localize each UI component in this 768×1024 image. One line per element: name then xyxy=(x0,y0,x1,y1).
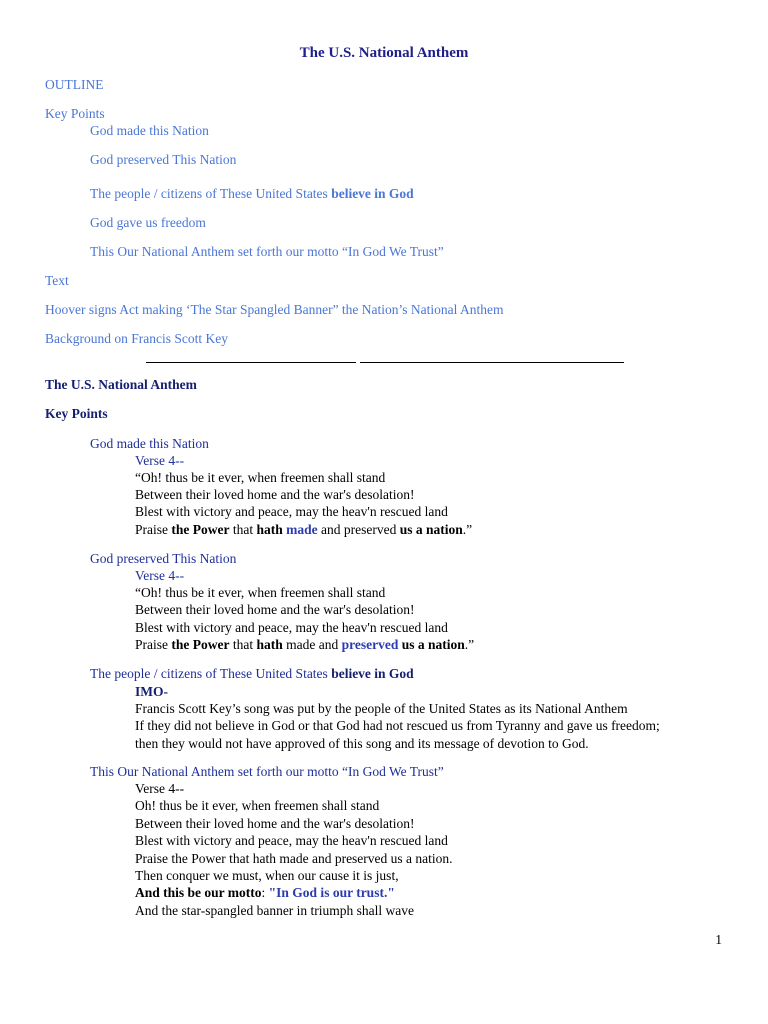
point1-heading: God made this Nation xyxy=(90,436,209,451)
text-run: made and xyxy=(282,637,342,652)
point3-imo-label: IMO- xyxy=(135,684,168,699)
text-run: Praise xyxy=(135,637,172,652)
bold-run: us a nation xyxy=(399,522,463,537)
point2-verse-label: Verse 4-- xyxy=(135,568,185,583)
text-run: The people / citizens of These United States xyxy=(90,666,332,681)
point1-last-line xyxy=(135,522,472,538)
point3-heading xyxy=(90,666,414,682)
point2-last-line xyxy=(135,637,474,653)
point1-line: “Oh! thus be it ever, when freemen shall stand xyxy=(135,470,386,485)
bold-run: us a nation xyxy=(401,637,465,652)
bold-run: the Power xyxy=(171,637,230,652)
point3-line: then they would not have approved of this song and its message of devotion to God. xyxy=(135,736,589,751)
text-run: and preserved xyxy=(317,522,400,537)
outline-key-points-link[interactable]: Key Points xyxy=(45,106,105,121)
bold-run: hath xyxy=(256,522,283,537)
text-run: that xyxy=(229,637,257,652)
outline-background-link[interactable]: Background on Francis Scott Key xyxy=(45,331,228,346)
point3-line: Francis Scott Key’s song was put by the people of the United States as its National Anthem xyxy=(135,701,628,716)
point1-line: Between their loved home and the war's desolation! xyxy=(135,487,415,502)
outline-item-god-preserved-link[interactable]: God preserved This Nation xyxy=(90,152,237,167)
point4-last-line: And the star-spangled banner in triumph shall wave xyxy=(135,903,415,918)
outline-item-believe-link[interactable] xyxy=(90,186,414,202)
text-run: : xyxy=(261,885,269,900)
bold-run: the Power xyxy=(171,522,230,537)
section-title: The U.S. National Anthem xyxy=(45,377,197,392)
outline-item-god-made-link[interactable]: God made this Nation xyxy=(90,123,209,138)
point4-line: Between their loved home and the war's desolation! xyxy=(135,816,415,831)
point1-verse-label: Verse 4-- xyxy=(135,453,185,468)
document-title: The U.S. National Anthem xyxy=(299,45,469,61)
point2-line: Blest with victory and peace, may the heav'n rescued land xyxy=(135,620,448,635)
section-key-points: Key Points xyxy=(45,406,108,421)
point4-line: Praise the Power that hath made and preserved us a nation. xyxy=(135,851,453,866)
outline-item-believe-text: The people / citizens of These United States xyxy=(90,186,332,201)
point3-line: If they did not believe in God or that God had not rescued us from Tyranny and gave us freedom; xyxy=(135,718,660,733)
outline-item-motto-link[interactable]: This Our National Anthem set forth our motto “In God We Trust” xyxy=(90,244,444,259)
point4-line: Then conquer we must, when our cause it is just, xyxy=(135,868,399,883)
point4-heading: This Our National Anthem set forth our motto “In God We Trust” xyxy=(90,764,444,779)
emphasis-run: preserved xyxy=(341,637,399,652)
point4-verse-label: Verse 4-- xyxy=(135,781,185,796)
point4-line: Blest with victory and peace, may the heav'n rescued land xyxy=(135,833,448,848)
bold-run: believe in God xyxy=(331,666,414,681)
text-run: that xyxy=(229,522,257,537)
point4-line: Oh! thus be it ever, when freemen shall stand xyxy=(135,798,380,813)
bold-run: hath xyxy=(256,637,283,652)
outline-heading-link[interactable]: OUTLINE xyxy=(45,77,104,92)
outline-hoover-link[interactable]: Hoover signs Act making ‘The Star Spangled Banner” the Nation’s National Anthem xyxy=(45,302,504,317)
page-number: 1 xyxy=(715,932,722,947)
outline-item-freedom-link[interactable]: God gave us freedom xyxy=(90,215,206,230)
point1-line: Blest with victory and peace, may the heav'n rescued land xyxy=(135,504,448,519)
text-run: .” xyxy=(462,522,473,537)
outline-text-link[interactable]: Text xyxy=(45,273,69,288)
bold-run: And this be our motto xyxy=(135,885,262,900)
separator-rule-right xyxy=(360,362,624,363)
emphasis-run: made xyxy=(286,522,318,537)
emphasis-run: "In God is our trust." xyxy=(268,885,395,900)
point4-motto-line xyxy=(135,885,395,901)
point2-line: “Oh! thus be it ever, when freemen shall stand xyxy=(135,585,386,600)
point2-line: Between their loved home and the war's desolation! xyxy=(135,602,415,617)
separator-rule-left xyxy=(146,362,356,363)
point2-heading: God preserved This Nation xyxy=(90,551,237,566)
outline-item-believe-bold: believe in God xyxy=(331,186,414,201)
text-run: .” xyxy=(464,637,475,652)
text-run: Praise xyxy=(135,522,172,537)
